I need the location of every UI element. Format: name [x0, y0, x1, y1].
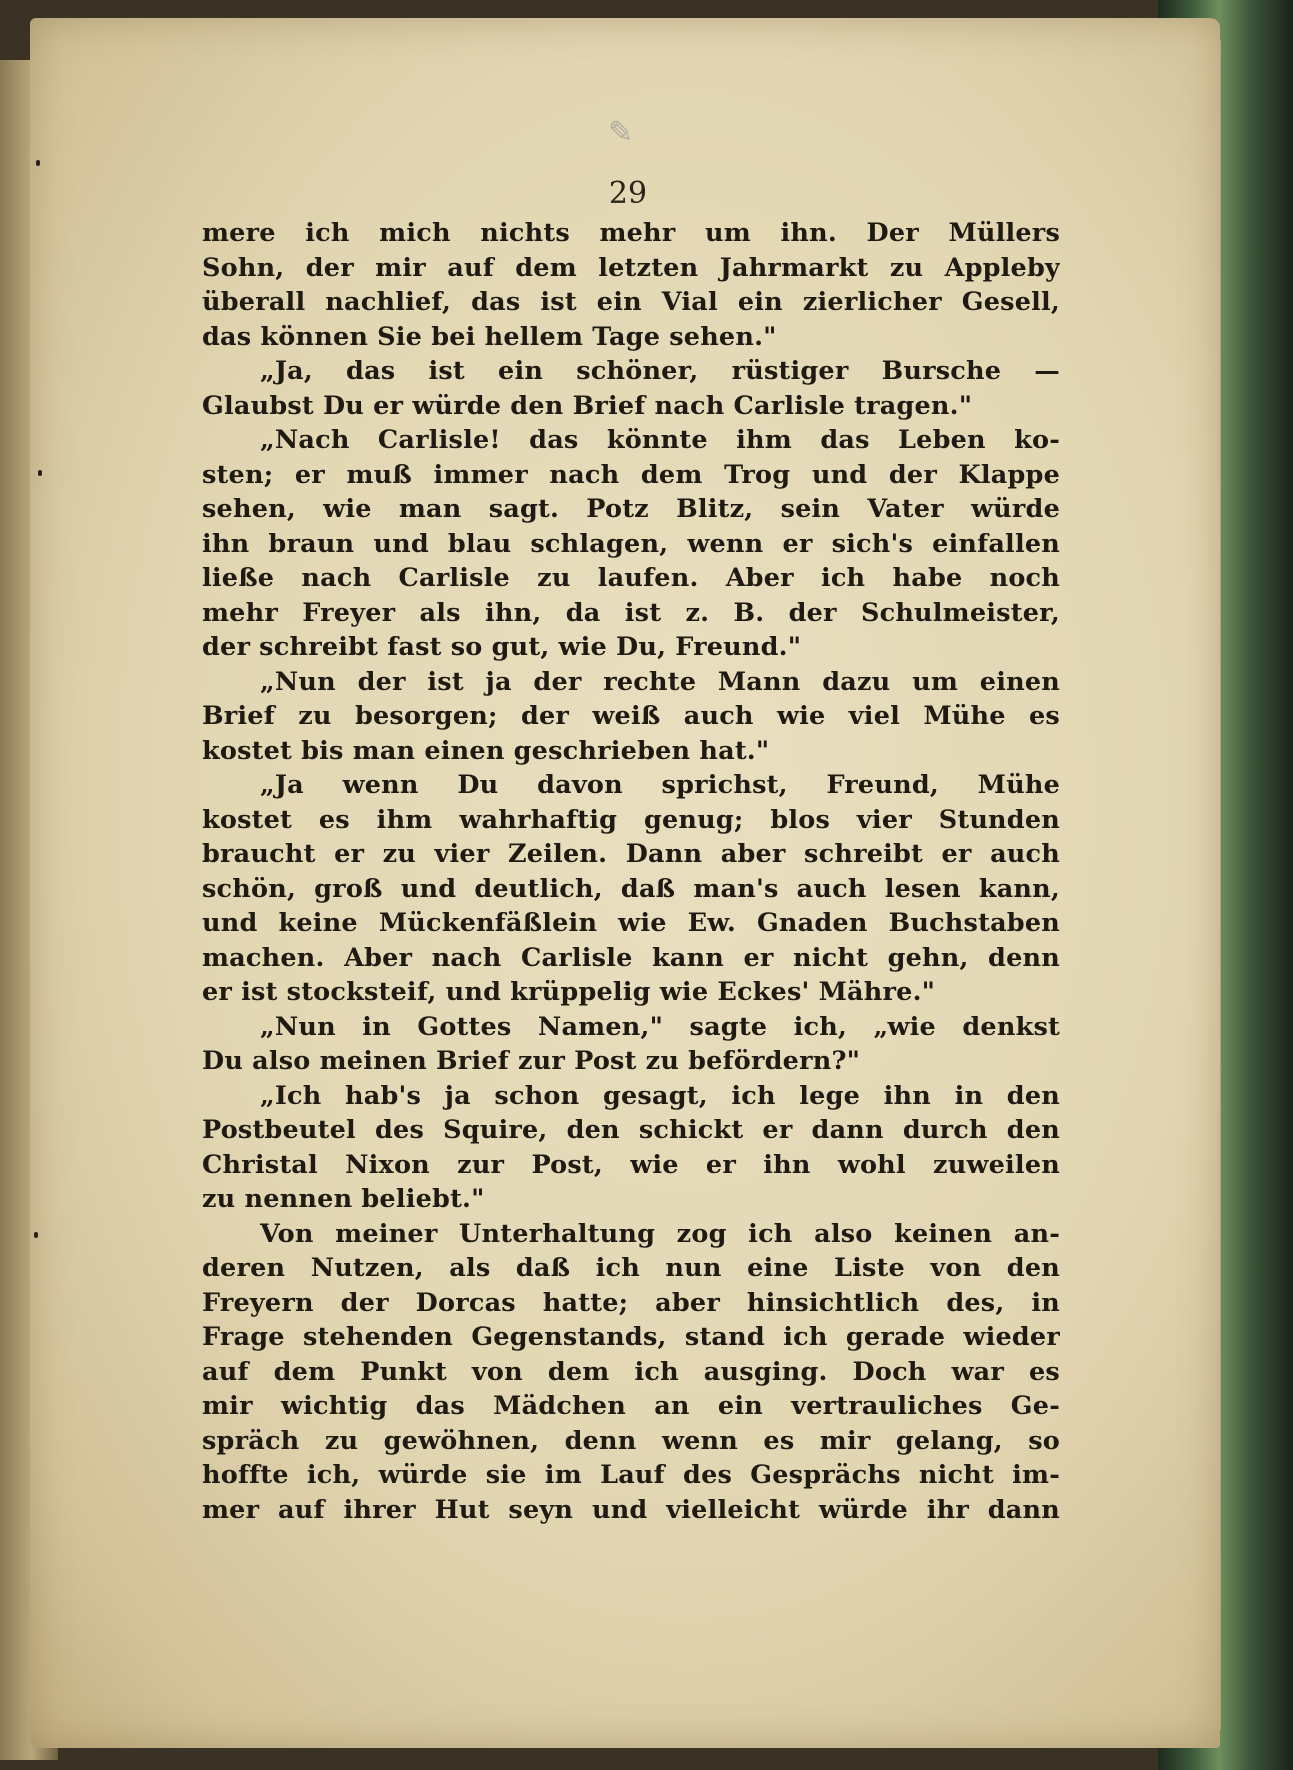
ink-mark: ✎ [608, 115, 634, 150]
margin-dot [36, 160, 40, 166]
text-line: er ist stocksteif, und krüppelig wie Eckes' Mähre." [202, 977, 936, 1007]
margin-dot [38, 470, 42, 476]
text-line: „Nach Carlisle! das könnte ihm das Leben ko- [260, 425, 1060, 455]
text-line: mere ich mich nichts mehr um ihn. Der Müllers [202, 218, 1060, 248]
text-line: „Nun der ist ja der rechte Mann dazu um einen [260, 666, 1060, 697]
text-line: und keine Mückenfäßlein wie Ew. Gnaden Buchstaben [202, 908, 1060, 938]
text-line: schön, groß und deutlich, daß man's auch lesen kann, [202, 873, 1060, 904]
text-line: „Nun in Gottes Namen," sagte ich, „wie denkst [260, 1011, 1060, 1042]
text-line: der schreibt fast so gut, wie Du, Freund." [202, 632, 802, 662]
text-line: Frage stehenden Gegenstands, stand ich gerade wieder [202, 1322, 1060, 1352]
body-text [202, 216, 1060, 1527]
text-line: Christal Nixon zur Post, wie er ihn wohl zuweilen [202, 1149, 1060, 1180]
text-line: „Ich hab's ja schon gesagt, ich lege ihn in den [260, 1080, 1060, 1111]
text-line: Du also meinen Brief zur Post zu befördern?" [202, 1046, 861, 1076]
book-page [30, 18, 1220, 1748]
text-line: sten; er muß immer nach dem Trog und der Klappe [202, 459, 1060, 490]
margin-dot [34, 1232, 38, 1238]
text-line: Postbeutel des Squire, den schickt er dann durch den [202, 1115, 1060, 1145]
text-line: ließe nach Carlisle zu laufen. Aber ich habe noch [202, 563, 1060, 593]
text-line: Glaubst Du er würde den Brief nach Carlisle tragen." [202, 390, 973, 421]
text-line: Freyern der Dorcas hatte; aber hinsichtlich des, in [202, 1287, 1060, 1318]
text-line: Sohn, der mir auf dem letzten Jahrmarkt zu Appleby [202, 252, 1060, 283]
text-line: mehr Freyer als ihn, da ist z. B. der Schulmeister, [202, 597, 1060, 628]
text-line: ihn braun und blau schlagen, wenn er sich's einfallen [202, 528, 1060, 559]
text-line: deren Nutzen, als daß ich nun eine Liste von den [202, 1253, 1060, 1283]
text-line: kostet bis man einen geschrieben hat." [202, 735, 770, 766]
text-line: machen. Aber nach Carlisle kann er nicht gehn, denn [202, 942, 1060, 973]
text-line: mir wichtig das Mädchen an ein vertrauliches Ge- [202, 1391, 1060, 1421]
text-line: mer auf ihrer Hut seyn und vielleicht würde ihr dann [202, 1494, 1060, 1525]
text-line: spräch zu gewöhnen, denn wenn es mir gelang, so [202, 1425, 1060, 1456]
text-line: zu nennen beliebt." [202, 1184, 485, 1214]
page-number: 29 [608, 176, 648, 211]
text-line: überall nachlief, das ist ein Vial ein zierlicher Gesell, [202, 287, 1060, 317]
text-line: „Ja, das ist ein schöner, rüstiger Bursche — [260, 356, 1060, 386]
text-line: kostet es ihm wahrhaftig genug; blos vier Stunden [202, 804, 1060, 835]
text-line: braucht er zu vier Zeilen. Dann aber schreibt er auch [202, 839, 1060, 869]
text-line: Brief zu besorgen; der weiß auch wie viel Mühe es [202, 701, 1060, 731]
text-line: das können Sie bei hellem Tage sehen." [202, 321, 777, 352]
text-line: auf dem Punkt von dem ich ausging. Doch war es [202, 1356, 1060, 1387]
text-line: Von meiner Unterhaltung zog ich also keinen an- [260, 1218, 1060, 1249]
text-line: „Ja wenn Du davon sprichst, Freund, Mühe [260, 770, 1060, 800]
text-line: hoffte ich, würde sie im Lauf des Gesprächs nicht im- [202, 1460, 1060, 1490]
text-line: sehen, wie man sagt. Potz Blitz, sein Vater würde [202, 494, 1060, 524]
